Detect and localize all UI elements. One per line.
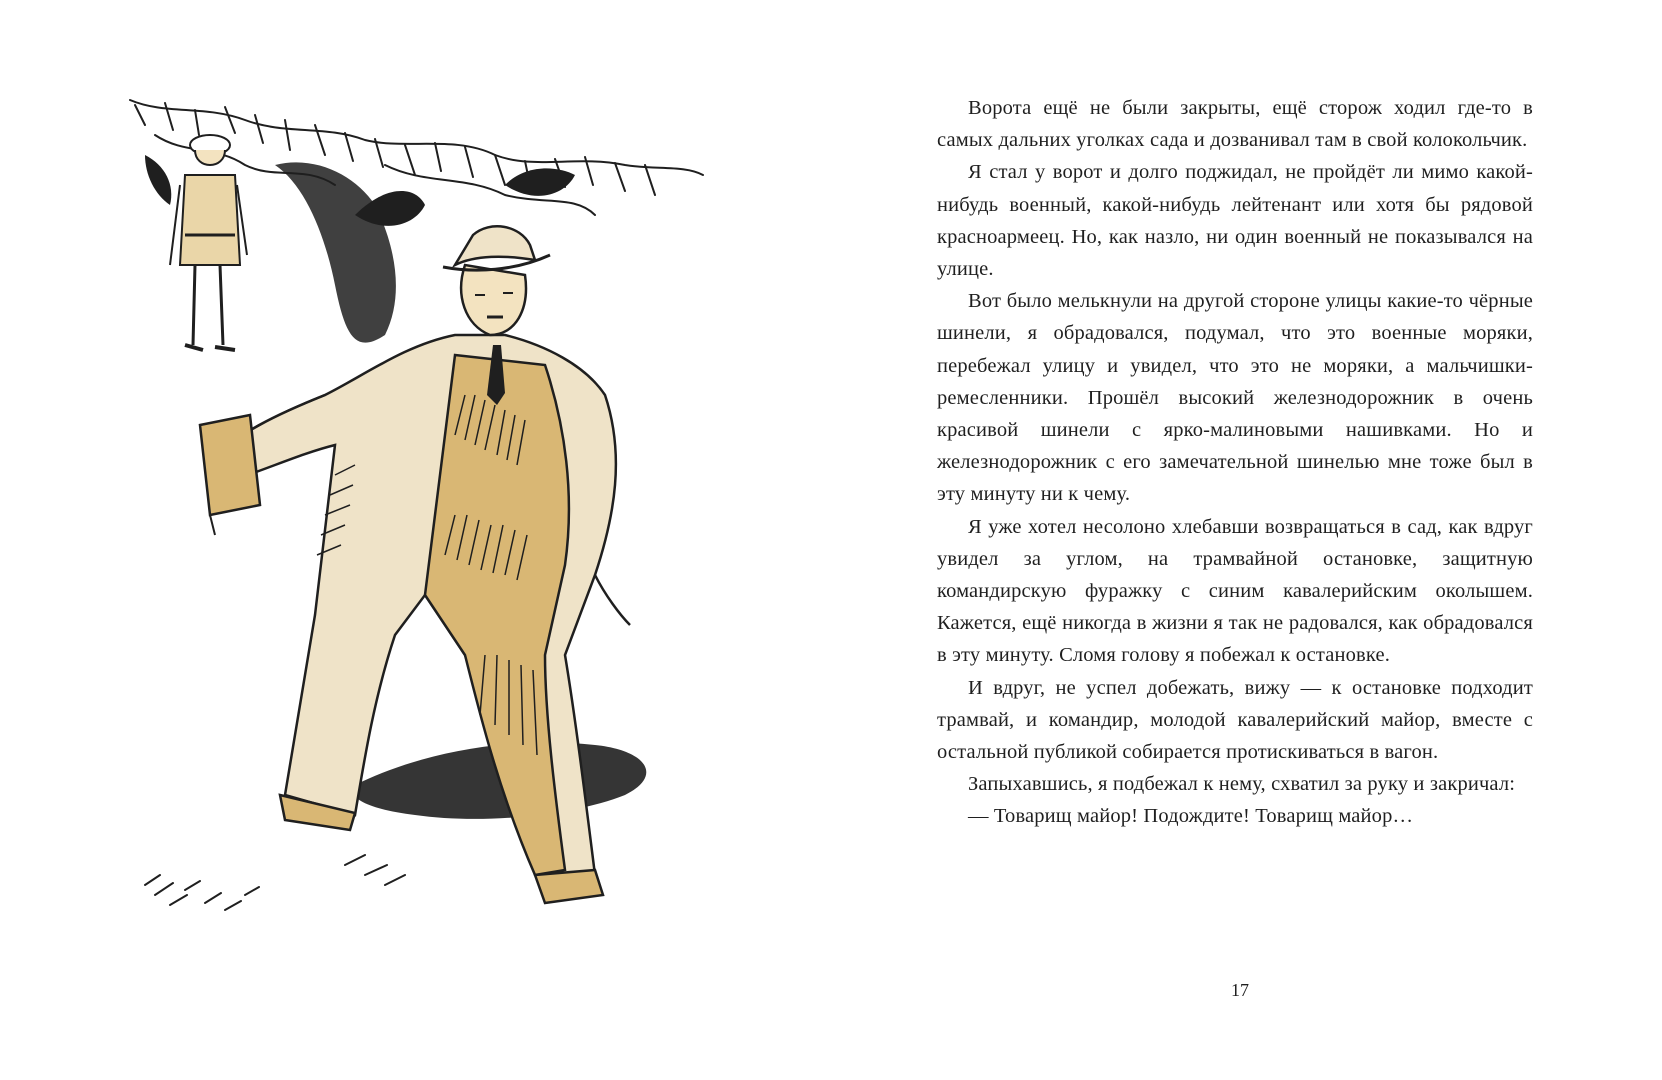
- paragraph: Запыхавшись, я подбежал к нему, схватил за руку и закричал:: [968, 773, 1516, 796]
- illustration: [125, 95, 705, 975]
- paragraph: И вдруг, не успел добежать, вижу — к остановке подходит трамвай, и командир, молодой кавалерийский майор, вместе с остальной публикой собирается протискиваться в вагон.: [937, 676, 1533, 764]
- ground-strokes: [145, 855, 405, 910]
- paragraph: Вот было мелькнули на другой стороне улицы какие-то чёрные шинели, я обрадовался, подумал, что это военные моряки, перебежал улицу и увидел, что это не моряки, а мальчишки-ремесленники. Прошёл высокий железнодорожник в очень красивой шинели с ярко-малиновыми нашивками. Но и железнодорожник с его замечательной шинелью мне тоже был в эту минуту ни к чему.: [937, 290, 1533, 506]
- text-column: [937, 92, 1533, 833]
- paragraph: Я уже хотел несолоно хлебавши возвращаться в сад, как вдруг увидел за углом, на трамвайной остановке, защитную командирскую фуражку с синим кавалерийским околышем. Кажется, ещё никогда в жизни я так не радовался, как обрадовался в эту минуту. Сломя голову я побежал к остановке.: [937, 515, 1533, 667]
- page-number: 17: [1231, 980, 1249, 1000]
- paragraph: Ворота ещё не были закрыты, ещё сторож ходил где-то в самых дальних уголках сада и дозванивал там в свой колокольчик.: [937, 97, 1533, 152]
- illustration-drawing: [125, 95, 705, 975]
- paragraph: — Товарищ майор! Подождите! Товарищ майор…: [968, 805, 1414, 828]
- paragraph: Я стал у ворот и долго поджидал, не пройдёт ли мимо какой-нибудь военный, какой-нибудь лейтенант или хотя бы рядовой красноармеец. Но, как назло, ни один военный не показывался на улице.: [937, 161, 1533, 281]
- boy-figure: [170, 135, 247, 350]
